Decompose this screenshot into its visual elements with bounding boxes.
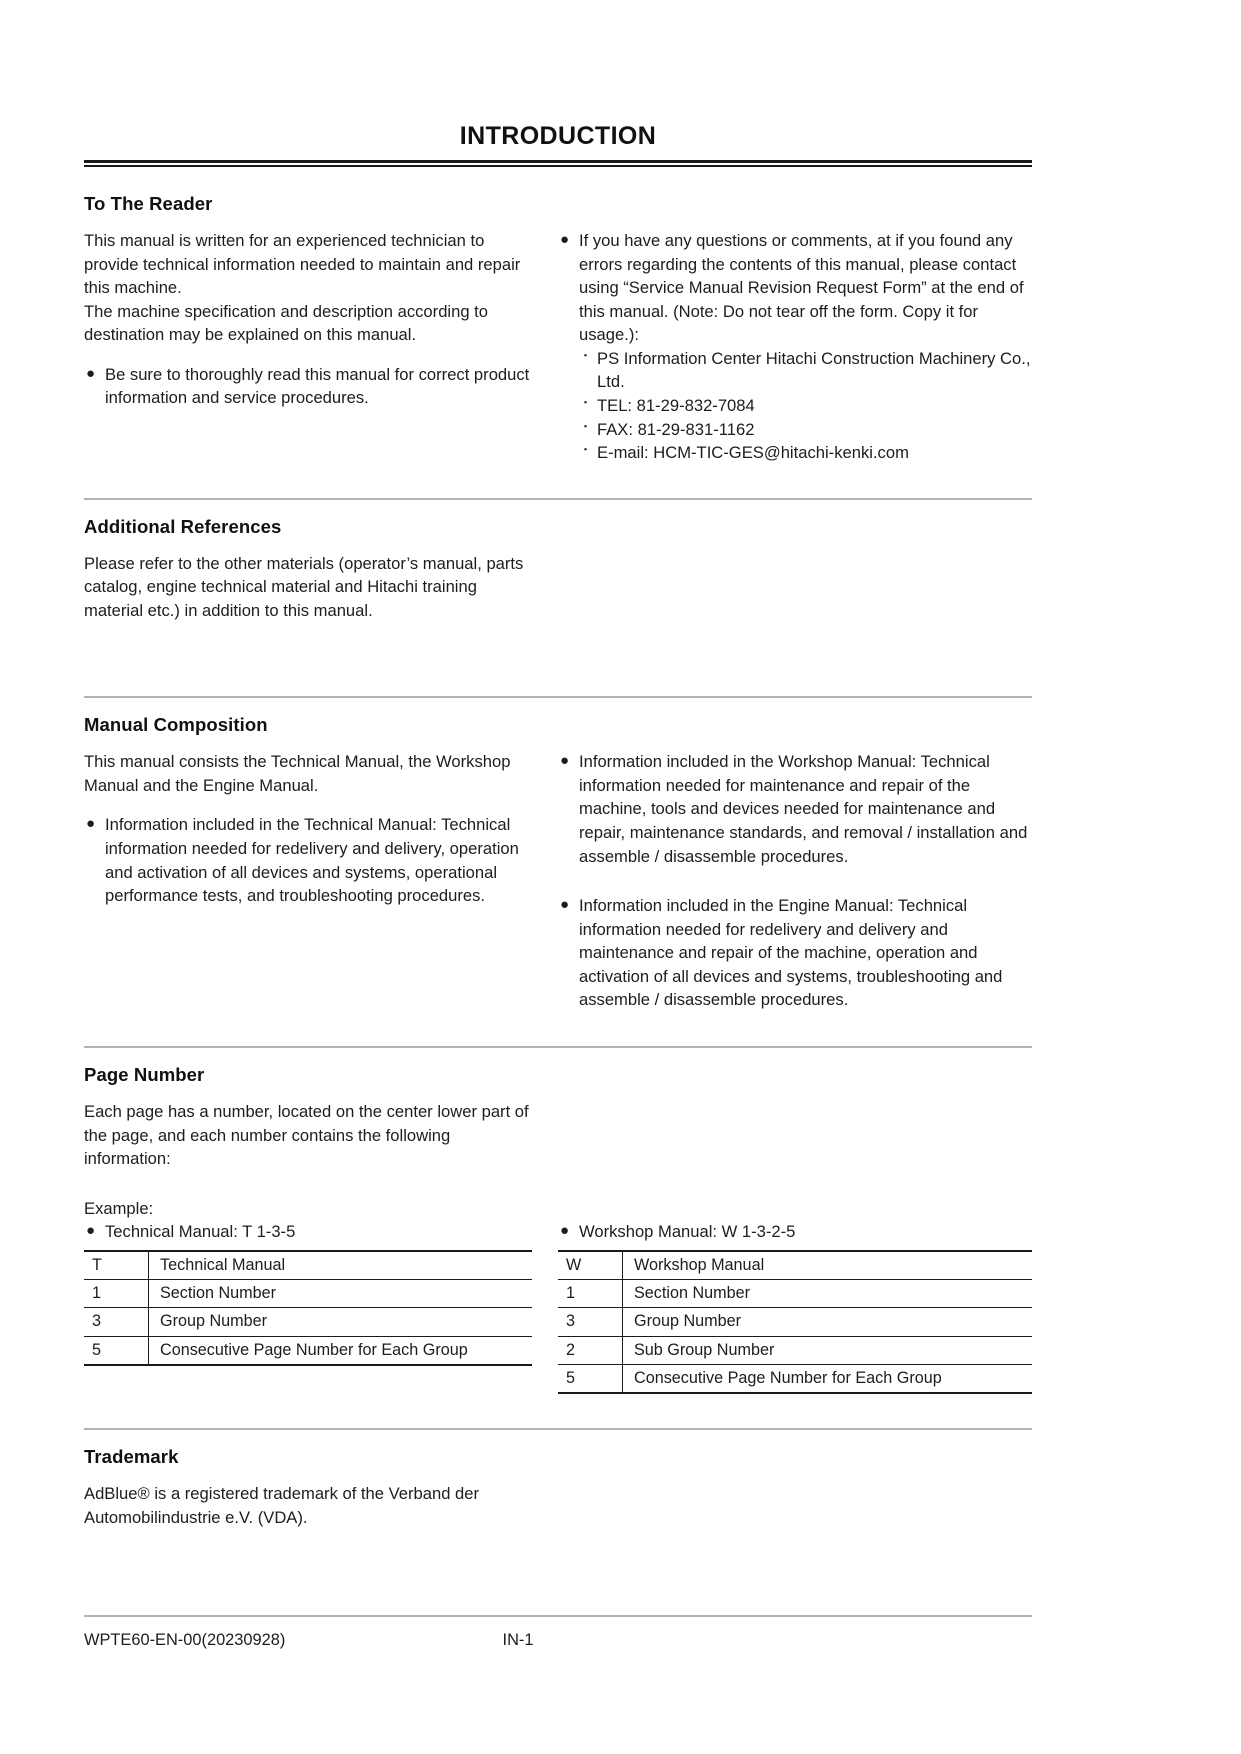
table-cell-key: 1 [84, 1280, 149, 1308]
table-cell-value: Workshop Manual [623, 1251, 1033, 1280]
contact-item [558, 394, 1032, 418]
table-row [84, 1280, 532, 1308]
section-heading-manual-composition: Manual Composition [84, 714, 268, 736]
page-number-left-column [84, 1100, 558, 1171]
footer-document-code: WPTE60-EN-00(20230928) [84, 1631, 286, 1649]
technical-example-column [84, 1197, 558, 1394]
spacer [84, 1171, 1032, 1197]
section-page-number [84, 1046, 1032, 1394]
contact-item-text: E-mail: HCM-TIC-GES@hitachi-kenki.com [597, 443, 909, 463]
section-divider [84, 696, 1032, 698]
manual-composition-columns [84, 750, 1032, 1012]
table-cell-value: Technical Manual [149, 1251, 533, 1280]
middot-icon: ・ [579, 418, 593, 434]
additional-references-paragraph: Please refer to the other materials (operator’s manual, parts catalog, engine technical material and Hitachi training material etc.) in addition to this manual. [84, 553, 524, 620]
table-row [84, 1308, 532, 1336]
trademark-right-column [558, 1482, 1032, 1529]
section-heading-trademark: Trademark [84, 1446, 179, 1467]
page-title: INTRODUCTION [459, 122, 657, 150]
contact-item [558, 347, 1032, 394]
table-cell-value: Consecutive Page Number for Each Group [623, 1364, 1033, 1393]
to-the-reader-left-bullet-1-text: Be sure to thoroughly read this manual for correct product information and service procedures. [105, 364, 530, 408]
trademark-paragraph: AdBlue® is a registered trademark of the Verband der Automobilindustrie e.V. (VDA). [84, 1484, 480, 1527]
page-number-columns [84, 1100, 1032, 1171]
to-the-reader-right-bullet-1 [558, 229, 1032, 347]
to-the-reader-columns [84, 229, 1032, 465]
table-cell-value: Consecutive Page Number for Each Group [149, 1336, 533, 1365]
trademark-columns [84, 1482, 1032, 1529]
manual-composition-right-bullet-1-text: Information included in the Workshop Manual: Technical information needed for maintenance and repair of the machine, tools and devices needed for maintenance and repair, maintenance standards, and removal / installation and assemble / disassemble procedures. [579, 752, 1028, 866]
bullet-icon: ● [86, 364, 96, 382]
bullet-icon: ● [560, 231, 570, 248]
table-cell-key: 1 [558, 1280, 623, 1308]
section-heading-to-the-reader: To The Reader [84, 193, 213, 214]
spacer [84, 347, 532, 363]
table-row [558, 1336, 1032, 1364]
table-cell-key: 5 [84, 1336, 149, 1365]
bullet-icon: ● [86, 815, 96, 833]
table-cell-value: Section Number [623, 1280, 1033, 1308]
middot-icon: ・ [579, 394, 593, 410]
bullet-icon: ● [560, 896, 570, 914]
table-row [84, 1251, 532, 1280]
section-divider [84, 1428, 1032, 1430]
table-cell-key: T [84, 1251, 149, 1280]
section-divider [84, 498, 1032, 500]
title-divider [84, 160, 1032, 167]
section-divider [84, 1046, 1032, 1048]
table-cell-value: Group Number [623, 1308, 1033, 1336]
table-cell-value: Sub Group Number [623, 1336, 1033, 1364]
middot-icon: ・ [579, 442, 593, 458]
technical-manual-table [84, 1250, 532, 1366]
table-row [558, 1364, 1032, 1393]
footer-page-label: IN-1 [502, 1631, 534, 1649]
contact-item [558, 441, 1032, 465]
additional-references-columns [84, 552, 1032, 623]
additional-references-left-column [84, 552, 558, 623]
manual-composition-left-bullet-1 [84, 813, 532, 907]
spacer [84, 797, 532, 813]
section-heading-additional-references: Additional References [84, 515, 282, 537]
section-manual-composition [84, 696, 1032, 1012]
bullet-icon: ● [560, 752, 570, 770]
page-number-example-columns [84, 1197, 1032, 1394]
additional-references-right-column [558, 552, 1032, 623]
table-cell-key: 2 [558, 1336, 623, 1364]
page-number-right-column [558, 1100, 1032, 1171]
middot-icon: ・ [579, 347, 593, 363]
table-cell-key: 3 [558, 1308, 623, 1336]
bullet-icon: ● [560, 1222, 570, 1240]
table-row [84, 1336, 532, 1365]
contact-item-text: PS Information Center Hitachi Construction Machinery Co., Ltd. [597, 348, 1031, 392]
workshop-manual-example [558, 1220, 1032, 1244]
page-number-paragraph: Each page has a number, located on the center lower part of the page, and each number contains the following information: [84, 1101, 529, 1169]
workshop-manual-table [558, 1250, 1032, 1394]
manual-composition-intro: This manual consists the Technical Manual, the Workshop Manual and the Engine Manual. [84, 752, 511, 795]
to-the-reader-right-bullet-1-text: If you have any questions or comments, at if you found any errors regarding the contents of this manual, please contact using “Service Manual Revision Request Form” at the end of this manual. (Note: Do not tear off the form. Copy it for usage.): [579, 231, 1024, 345]
workshop-example-column [558, 1197, 1032, 1394]
manual-composition-right-bullet-1 [558, 750, 1032, 868]
table-cell-key: 3 [84, 1308, 149, 1336]
page-content [84, 0, 1032, 1529]
manual-composition-right-bullet-2 [558, 894, 1032, 1012]
table-row [558, 1308, 1032, 1336]
manual-composition-left-bullet-1-text: Information included in the Technical Manual: Technical information needed for redelivery and delivery, operation and activation of all devices and systems, operational performance tests, and troubleshooting procedures. [105, 815, 519, 906]
example-label: Example: [84, 1198, 154, 1218]
section-heading-page-number: Page Number [84, 1063, 205, 1085]
contact-item-text: FAX: 81-29-831-1162 [597, 419, 755, 439]
to-the-reader-paragraph-2: The machine specification and description according to destination may be explained on this manual. [84, 301, 489, 345]
section-additional-references [84, 498, 1032, 623]
table-cell-value: Section Number [149, 1280, 533, 1308]
bullet-icon: ● [86, 1222, 96, 1240]
spacer [558, 868, 1032, 894]
to-the-reader-left-bullet-1 [84, 363, 532, 410]
table-cell-value: Group Number [149, 1308, 533, 1336]
to-the-reader-paragraph-1: This manual is written for an experienced technician to provide technical information needed to maintain and repair this machine. [84, 231, 521, 298]
technical-manual-example-text: Technical Manual: T 1-3-5 [105, 1222, 296, 1242]
section-trademark [84, 1428, 1032, 1529]
to-the-reader-left-column [84, 229, 558, 465]
manual-composition-right-column [558, 750, 1032, 1012]
manual-composition-right-bullet-2-text: Information included in the Engine Manual: Technical information needed for redelivery and delivery and maintenance and repair of the machine, operation and activation of all devices and systems, troubleshooting and assemble / disassemble procedures. [579, 896, 1003, 1010]
trademark-left-column [84, 1482, 558, 1529]
contact-item [558, 418, 1032, 442]
example-spacer-line [558, 1197, 1032, 1221]
table-cell-key: W [558, 1251, 623, 1280]
technical-manual-example [84, 1220, 532, 1244]
page-footer [84, 1615, 1032, 1657]
footer-row [84, 1631, 1032, 1657]
table-cell-key: 5 [558, 1364, 623, 1393]
table-row [558, 1280, 1032, 1308]
workshop-manual-example-text: Workshop Manual: W 1-3-2-5 [579, 1222, 796, 1242]
footer-divider [84, 1615, 1032, 1617]
table-row [558, 1251, 1032, 1280]
contact-item-text: TEL: 81-29-832-7084 [597, 395, 755, 415]
section-to-the-reader [84, 193, 1032, 465]
manual-composition-left-column [84, 750, 558, 1012]
to-the-reader-right-column [558, 229, 1032, 465]
